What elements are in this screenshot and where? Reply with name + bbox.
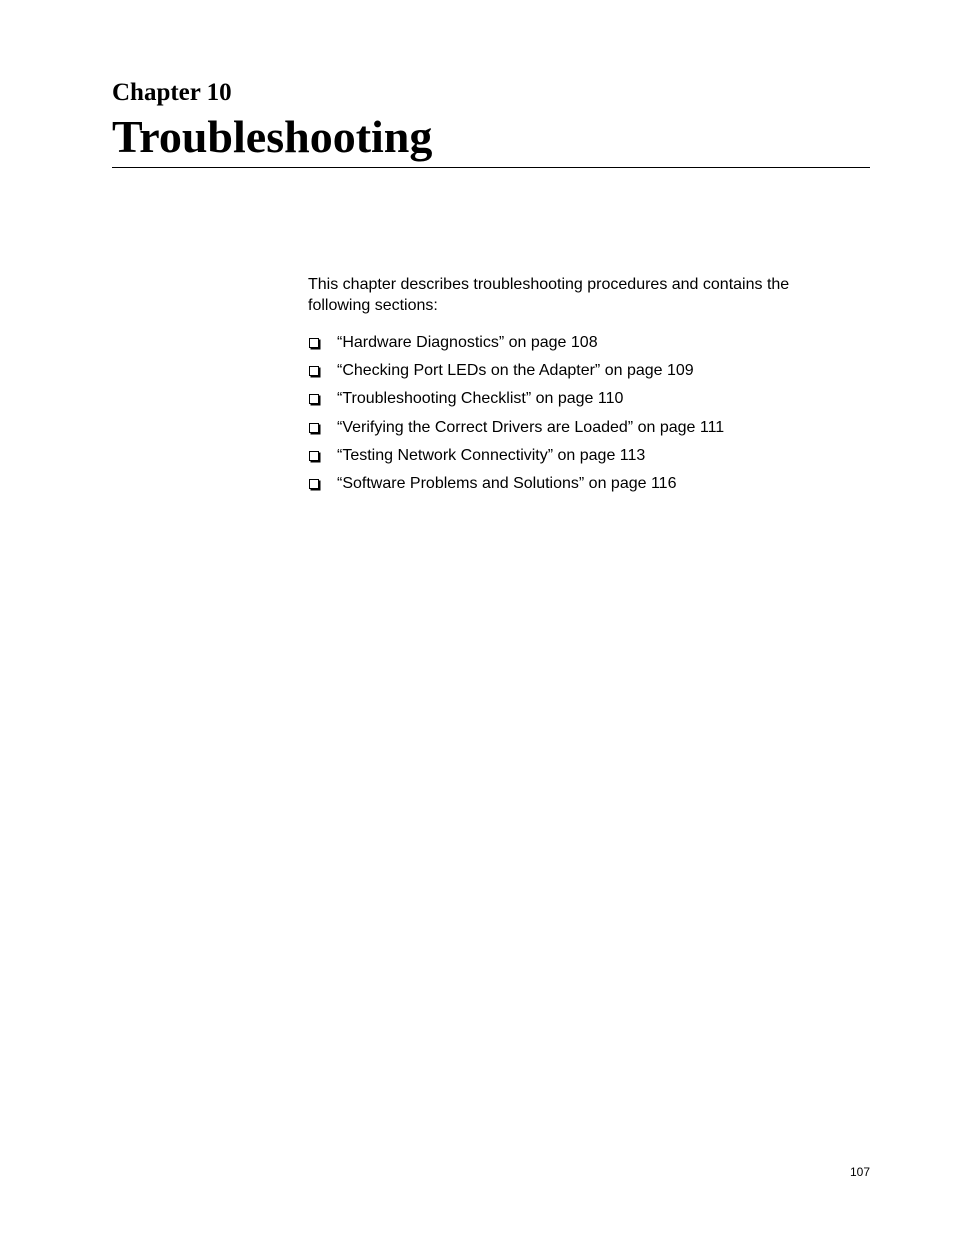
list-item[interactable] (308, 417, 724, 445)
list-item[interactable] (308, 473, 724, 501)
checkbox-bullet-icon (309, 366, 319, 376)
section-link[interactable]: “Checking Port LEDs on the Adapter” on page 109 (337, 362, 694, 380)
title-divider (112, 167, 870, 168)
section-link[interactable]: “Testing Network Connectivity” on page 113 (337, 446, 646, 464)
intro-paragraph: This chapter describes troubleshooting procedures and contains the following sections: (308, 276, 790, 314)
checkbox-bullet-icon (309, 338, 319, 348)
page-title: Troubleshooting (112, 111, 433, 162)
checkbox-bullet-icon (309, 394, 319, 404)
list-item[interactable] (308, 360, 724, 388)
section-list (308, 332, 724, 501)
chapter-label: Chapter 10 (112, 79, 232, 106)
checkbox-bullet-icon (309, 479, 319, 489)
list-item[interactable] (308, 332, 724, 360)
list-item[interactable] (308, 388, 724, 416)
checkbox-bullet-icon (309, 423, 319, 433)
checkbox-bullet-icon (309, 451, 319, 461)
section-link[interactable]: “Hardware Diagnostics” on page 108 (337, 334, 598, 351)
section-link[interactable]: “Verifying the Correct Drivers are Loaded” on page 111 (337, 418, 725, 436)
page-number: 107 (849, 1165, 870, 1179)
section-link[interactable]: “Troubleshooting Checklist” on page 110 (337, 390, 624, 408)
section-link[interactable]: “Software Problems and Solutions” on page 116 (337, 474, 677, 492)
list-item[interactable] (308, 445, 724, 473)
